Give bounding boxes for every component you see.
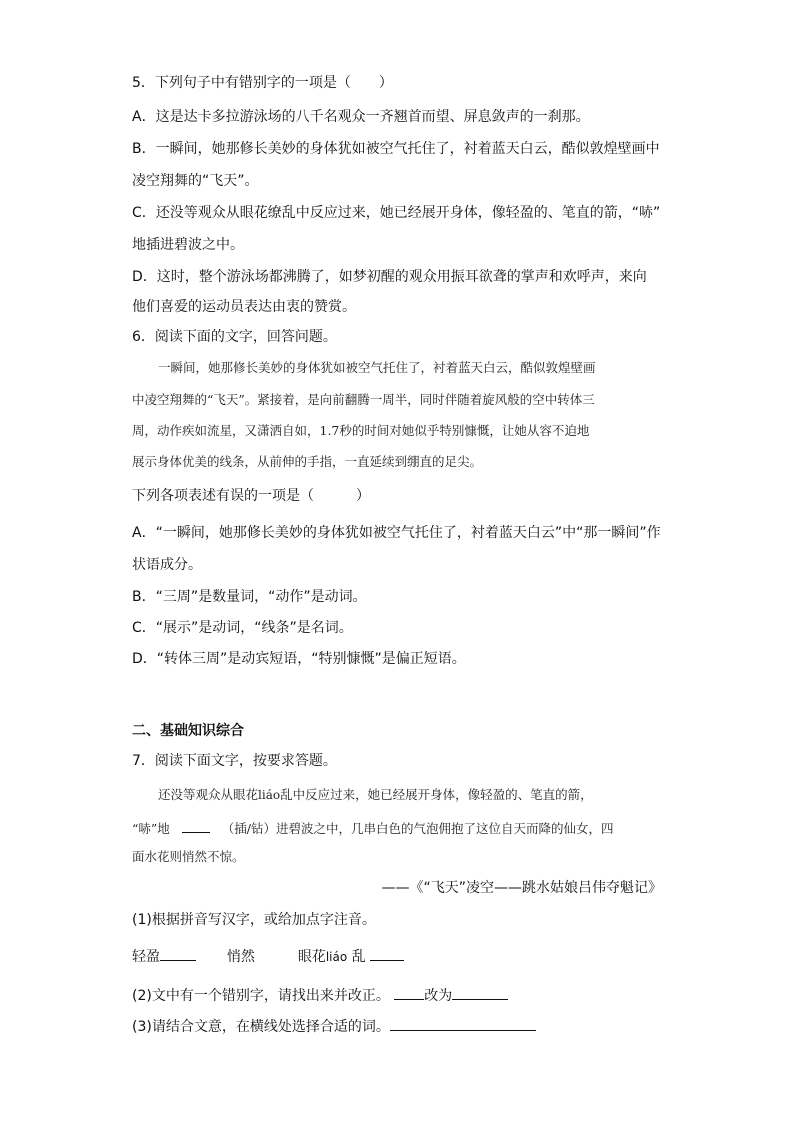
q7-fill-blank[interactable]: [182, 818, 210, 833]
q7-sub2-change: 改为: [424, 988, 453, 1004]
q7-sub1-answers: [132, 946, 404, 966]
word-choice-blank[interactable]: [390, 1016, 536, 1031]
q6-passage-line: 一瞬间，她那修长美妙的身体犹如被空气托住了，衬着蓝天白云，酷似敦煌壁画: [158, 360, 596, 375]
q5-option-a[interactable]: A．这是达卡多拉游泳场的八千名观众一齐翘首而望、屏息敛声的一刹那。: [132, 109, 590, 125]
q7-passage-text: （插/钻）进碧波之中，几串白色的气泡佣抱了这位自天而降的仙女，四: [221, 821, 614, 836]
word-3-suffix: 乱: [351, 949, 366, 965]
q5-option-d-cont: 他们喜爱的运动员表达由衷的赞赏。: [132, 299, 356, 315]
q5-stem: 5．下列句子中有错别字的一项是（ ）: [132, 75, 393, 91]
q7-stem: 7．阅读下面文字，按要求答题。: [132, 753, 337, 769]
q6-option-a[interactable]: A．“一瞬间，她那修长美妙的身体犹如被空气托住了，衬着蓝天白云”中“那一瞬间”作: [132, 525, 661, 541]
q7-passage-line: [158, 787, 593, 803]
word-1: 轻盈: [132, 949, 160, 965]
q5-option-b[interactable]: B．一瞬间，她那修长美妙的身体犹如被空气托住了，衬着蓝天白云，酷似敦煌壁画中: [132, 141, 660, 157]
q5-option-c[interactable]: C．还没等观众从眼花缭乱中反应过来，她已经展开身体，像轻盈的、笔直的箭，“哧”: [132, 205, 661, 221]
q7-pinyin: liáo: [258, 788, 281, 802]
q6-option-c[interactable]: C．“展示”是动词，“线条”是名词。: [132, 620, 353, 636]
q6-passage-line: 周，动作疾如流星，又潇洒自如，1.7秒的时间对她似乎特别慷慨，让她从容不迫地: [132, 423, 590, 438]
q7-sub3: [132, 1016, 536, 1036]
q6-option-b[interactable]: B．“三周”是数量词，“动作”是动词。: [132, 589, 367, 605]
answer-blank[interactable]: [370, 946, 404, 961]
q7-passage-text: 乱中反应过来，她已经展开身体，像轻盈的、笔直的箭，: [280, 787, 593, 802]
q7-passage-text: 还没等观众从眼花: [158, 787, 259, 802]
q6-ask: 下列各项表述有误的一项是（ ）: [132, 488, 370, 504]
q6-stem: 6．阅读下面的文字，回答问题。: [132, 329, 337, 345]
q6-option-d[interactable]: D．“转体三周”是动宾短语，“特别慷慨”是偏正短语。: [132, 651, 466, 667]
q5-option-b-cont: 凌空翔舞的“飞天”。: [132, 173, 259, 189]
wrong-char-blank[interactable]: [394, 985, 424, 1000]
word-3-pinyin: liáo: [325, 950, 348, 964]
q7-sub2-text: (2)文中有一个错别字，请找出来并改正。: [132, 988, 390, 1004]
q7-passage-text: “哧”地: [132, 821, 170, 836]
q6-passage-line: 中凌空翔舞的“飞天”。紧接着，是向前翻腾一周半，同时伴随着旋风般的空中转体三: [132, 392, 595, 407]
q7-passage-line: [132, 818, 613, 837]
q5-option-c-cont: 地插进碧波之中。: [132, 237, 244, 253]
q5-option-d[interactable]: D．这时，整个游泳场都沸腾了，如梦初醒的观众用振耳欲聋的掌声和欢呼声，来向: [132, 269, 647, 285]
word-2: 悄然: [226, 949, 255, 965]
q7-passage-line: 面水花则悄然不惊。: [132, 849, 245, 864]
correct-char-blank[interactable]: [452, 985, 508, 1000]
q7-source: ——《“飞天”凌空——跳水姑娘吕伟夺魁记》: [381, 880, 662, 896]
word-3: 眼花: [297, 949, 326, 965]
q7-sub2: [132, 985, 508, 1005]
answer-blank[interactable]: [160, 946, 196, 961]
q7-sub1: (1)根据拼音写汉字，或给加点字注音。: [132, 912, 376, 928]
section-heading: 二、基础知识综合: [132, 723, 244, 739]
q7-sub3-text: (3)请结合文意，在横线处选择合适的词。: [132, 1019, 390, 1035]
q6-passage-line: 展示身体优美的线条，从前伸的手指，一直延续到绷直的足尖。: [132, 454, 483, 469]
q6-option-a-cont: 状语成分。: [132, 557, 202, 573]
